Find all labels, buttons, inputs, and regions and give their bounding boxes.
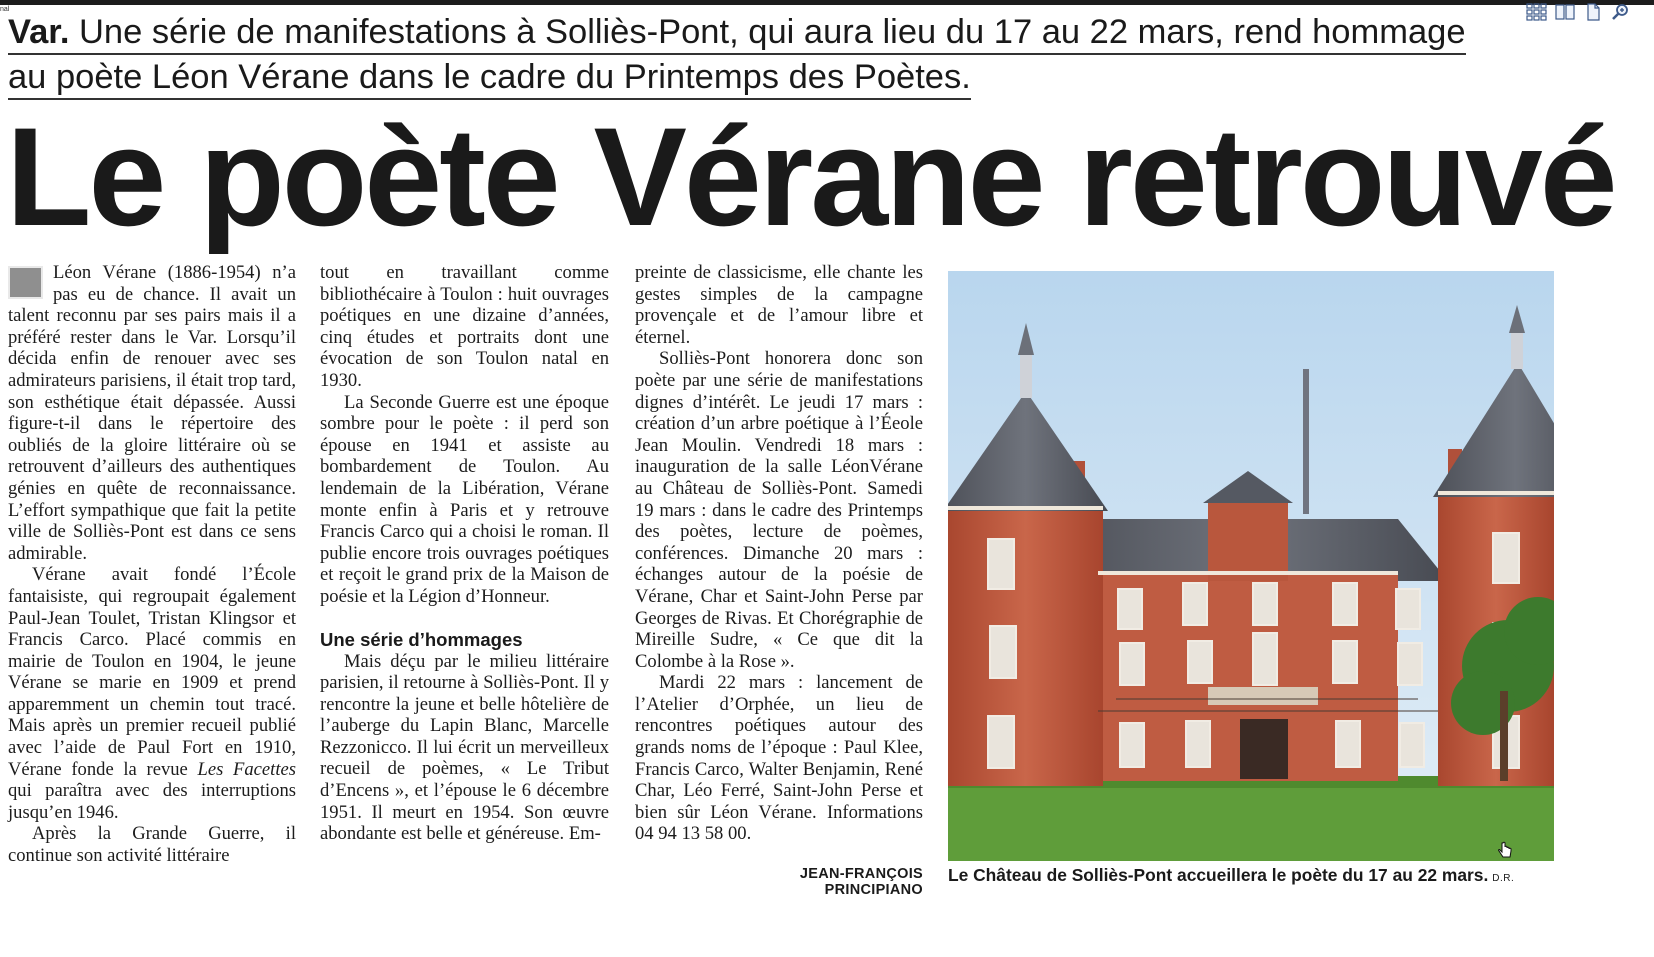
headline: Le poète Vérane retrouvé <box>6 98 1615 255</box>
hand-cursor-icon <box>1497 841 1513 861</box>
paragraph: Après la Grande Guerre, il continue son activité littéraire <box>8 823 296 867</box>
paragraph: Mardi 22 mars : lancement de l’Atelier d’Orphée, un lieu de rencontres poétiques autour des grands noms de l’époque : Paul Klee, Francis Carco, Walter Benjamin, René Char, Léo Ferré, Saint-John Perse et bien sûr Léon Vérane. Informations 04 94 13 58 00. <box>635 672 923 845</box>
paragraph: preinte de classicisme, elle chante les gestes simples de la campagne provençale et de l’amour libre et éternel. <box>635 262 923 348</box>
zoom-icon[interactable] <box>1610 2 1632 22</box>
kicker-lead: Var. <box>8 13 70 51</box>
top-rule <box>0 0 1654 5</box>
photo-credit: D.R. <box>1492 873 1515 884</box>
article-column-2 <box>320 262 609 845</box>
review-title: Les Facettes <box>197 758 296 780</box>
chateau-photo <box>948 271 1554 861</box>
photo-caption <box>948 863 1554 891</box>
paragraph: Solliès-Pont honorera donc son poète par une série de manifestations dignes d’intérêt. Le jeudi 17 mars : création d’un arbre poétique à l’Éeole Jean Moulin. Vendredi 18 mars : inauguration de la salle LéonVérane au Château de Solliès-Pont. Samedi 19 mars : dans le cadre des Printemps des poètes, lecture de poèmes, conférences. Dimanche 20 mars : échanges autour de la poésie de Vérane, Char et Saint-John Perse par Georges de Rivas. Et Chorégraphie de Mireille Sudre, « Ce que dit la Colombe à la Rose ». <box>635 348 923 672</box>
article-column-3 <box>635 262 923 845</box>
paragraph: tout en travaillant comme bibliothécaire à Toulon : huit ouvrages poétiques en une dizaine d’années, cinq études et portraits dont une évocation de son Toulon natal en 1930. <box>320 262 609 391</box>
paragraph-text: Vérane avait fondé l’École fantaisiste, qui regroupait également Paul-Jean Toulet, Tristan Klingsor et Francis Carco. Placé commis en mairie de Toulon en 1904, le jeune Vérane se marie en 1909 et prend apparemment un chemin tout tracé. Mais après un premier recueil publié avec l’aide de Paul Fort en 1910, Vérane fonde la revue <box>8 564 296 780</box>
kicker-line-1 <box>8 12 1466 55</box>
single-page-view-icon[interactable] <box>1582 2 1604 22</box>
byline: JEAN-FRANÇOIS PRINCIPIANO <box>799 866 923 898</box>
paragraph: Mais déçu par le milieu littéraire parisien, il retourne à Solliès-Pont. Il y rencontre la jeune et belle hôtelière de l’auberge du Lapin Blanc, Marcelle Rezzonicco. Il lui écrit un merveilleux recueil de poèmes, « Le Tribut d’Encens », et l’épouse le 6 décembre 1951. Il meurt en 1954. Son œuvre abondante est belle et généreuse. Em- <box>320 650 609 845</box>
subheading: Une série d’hommages <box>320 628 523 650</box>
kicker-text: Une série de manifestations à Solliès-Pont, qui aura lieu du 17 au 22 mars, rend hommage <box>69 13 1466 51</box>
paragraph: La Seconde Guerre est une époque sombre pour le poète : il perd son épouse en 1941 et assiste au bombardement de Toulon. Au lendemain de la Libération, Vérane monte enfin à Paris et y retrouve Francis Carco qui a choisi le roman. Il publie encore trois ouvrages poétiques et reçoit le grand prix de la Maison de poésie et la Légion d’Honneur. <box>320 391 609 607</box>
kicker <box>8 10 1548 100</box>
caption-text: Le Château de Solliès-Pont accueillera le poète du 17 au 22 mars. <box>948 865 1489 885</box>
corner-label: nal <box>0 6 10 13</box>
two-page-view-icon[interactable] <box>1554 2 1576 22</box>
paragraph-text: qui paraîtra avec des interruptions jusqu’en 1946. <box>8 780 296 823</box>
paragraph: Léon Vérane (1886-1954) n’a pas eu de chance. Il avait un talent reconnu par ses pairs mais il a préféré rester dans le Var. Lorsqu’il décida enfin de renouer avec ses admirateurs parisiens, il était trop tard, son esthétique était dépassée. Aussi figure-t-il dans le répertoire des oubliés de la gloire littéraire où se retrouvent d’ailleurs des authentiques génies en quête de reconnaissance. L’effort sympathique que fait la petite ville de Solliès-Pont est dans ce sens admirable. <box>8 262 296 564</box>
article-column-1 <box>8 262 296 867</box>
drop-cap-square <box>8 266 43 299</box>
paragraph <box>8 564 296 823</box>
kicker-line-2: au poète Léon Vérane dans le cadre du Printemps des Poètes. <box>8 57 971 100</box>
